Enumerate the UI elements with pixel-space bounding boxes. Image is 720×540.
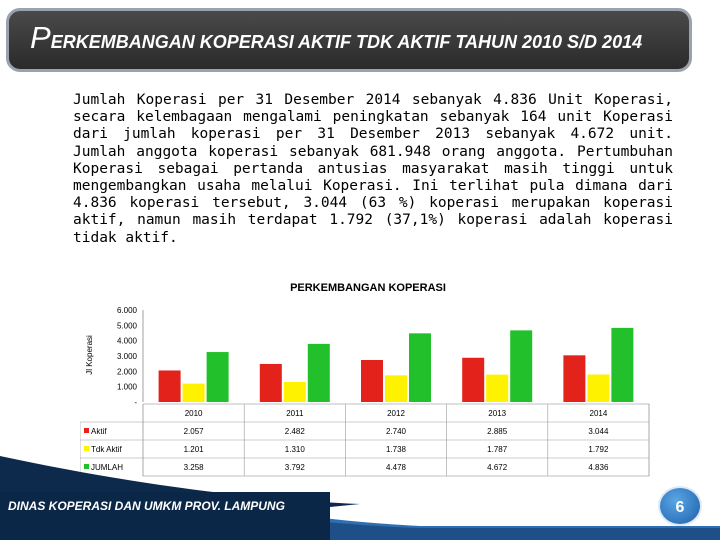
- data-label: 3.044: [588, 427, 609, 436]
- data-label: 4.836: [588, 463, 609, 472]
- data-label: 1.792: [588, 445, 609, 454]
- data-label: 1.201: [183, 445, 204, 454]
- bar-aktif-2014: [563, 355, 585, 402]
- bar-jumlah-2012: [409, 333, 431, 402]
- bar-aktif-2010: [159, 370, 181, 402]
- title-text: ERKEMBANGAN KOPERASI AKTIF TDK AKTIF TAHUN 2010 S/D 2014: [50, 32, 643, 52]
- legend-label: Aktif: [91, 427, 107, 436]
- data-label: 2.482: [284, 427, 305, 436]
- x-tick-label: 2011: [286, 409, 304, 418]
- chart-title: PERKEMBANGAN KOPERASI: [290, 282, 446, 294]
- bar-aktif-2011: [260, 364, 282, 402]
- data-label: 1.738: [385, 445, 407, 454]
- data-label: 3.792: [284, 463, 305, 472]
- y-tick-label: 4.000: [116, 336, 137, 346]
- data-label: 1.787: [487, 445, 508, 454]
- data-label: 1.310: [284, 445, 305, 454]
- body-paragraph: Jumlah Koperasi per 31 Desember 2014 sebanyak 4.836 Unit Koperasi, secara kelembagaan mengalami peningkatan sebanyak 164 unit Koperasi dari jumlah koperasi per 31 Desember 2013 sebanyak 4.672 unit. Jumlah anggota koperasi sebanyak 681.948 orang anggota. Pertumbuhan Koperasi sebagai pertanda antusias masyarakat masih tinggi untuk mengembangkan usaha melalui Koperasi. Ini terlihat pula dimana dari 4.836 koperasi tersebut, 3.044 (63 %) koperasi merupakan koperasi aktif, namun masih terdapat 1.792 (37,1%) koperasi adalah koperasi tidak aktif.: [73, 92, 673, 246]
- bar-aktif-2013: [462, 358, 484, 402]
- footer-wave: [0, 456, 720, 540]
- page-number-badge: 6: [658, 486, 702, 526]
- bar-tdk-aktif-2014: [587, 375, 609, 402]
- bar-tdk-aktif-2011: [284, 382, 306, 402]
- bar-jumlah-2014: [611, 328, 633, 402]
- legend-swatch: [84, 428, 89, 433]
- y-tick-label: 5.000: [116, 321, 137, 331]
- y-tick-label: 1.000: [116, 382, 137, 392]
- y-tick-label: -: [134, 398, 137, 407]
- data-label: 2.057: [183, 427, 204, 436]
- x-tick-label: 2012: [387, 409, 405, 418]
- page-title: [30, 22, 642, 53]
- y-axis-label: Jl Koperasi: [85, 335, 94, 375]
- bar-chart: [80, 300, 656, 480]
- data-label: 4.478: [385, 463, 407, 472]
- x-tick-label: 2013: [488, 409, 507, 418]
- data-label: 2.740: [385, 427, 407, 436]
- bar-jumlah-2013: [510, 330, 532, 402]
- bar-tdk-aktif-2012: [385, 375, 407, 402]
- bar-aktif-2012: [361, 360, 383, 402]
- legend-swatch: [84, 446, 89, 451]
- x-tick-label: 2010: [184, 409, 203, 418]
- legend-label: JUMLAH: [91, 463, 124, 472]
- y-tick-label: 3.000: [116, 352, 137, 361]
- x-tick-label: 2014: [589, 409, 608, 418]
- bar-tdk-aktif-2013: [486, 375, 508, 402]
- data-label: 2.885: [487, 427, 508, 436]
- bar-jumlah-2011: [308, 344, 330, 402]
- bar-jumlah-2010: [207, 352, 229, 402]
- legend-label: Tdk Aktif: [91, 445, 122, 454]
- y-tick-label: 2.000: [116, 367, 137, 377]
- bar-tdk-aktif-2010: [183, 384, 205, 402]
- title-initial: P: [30, 20, 51, 55]
- data-label: 4.672: [487, 463, 508, 472]
- footer-org: DINAS KOPERASI DAN UMKM PROV. LAMPUNG: [8, 499, 285, 513]
- y-tick-label: 6.000: [116, 306, 137, 315]
- data-label: 3.258: [183, 463, 204, 472]
